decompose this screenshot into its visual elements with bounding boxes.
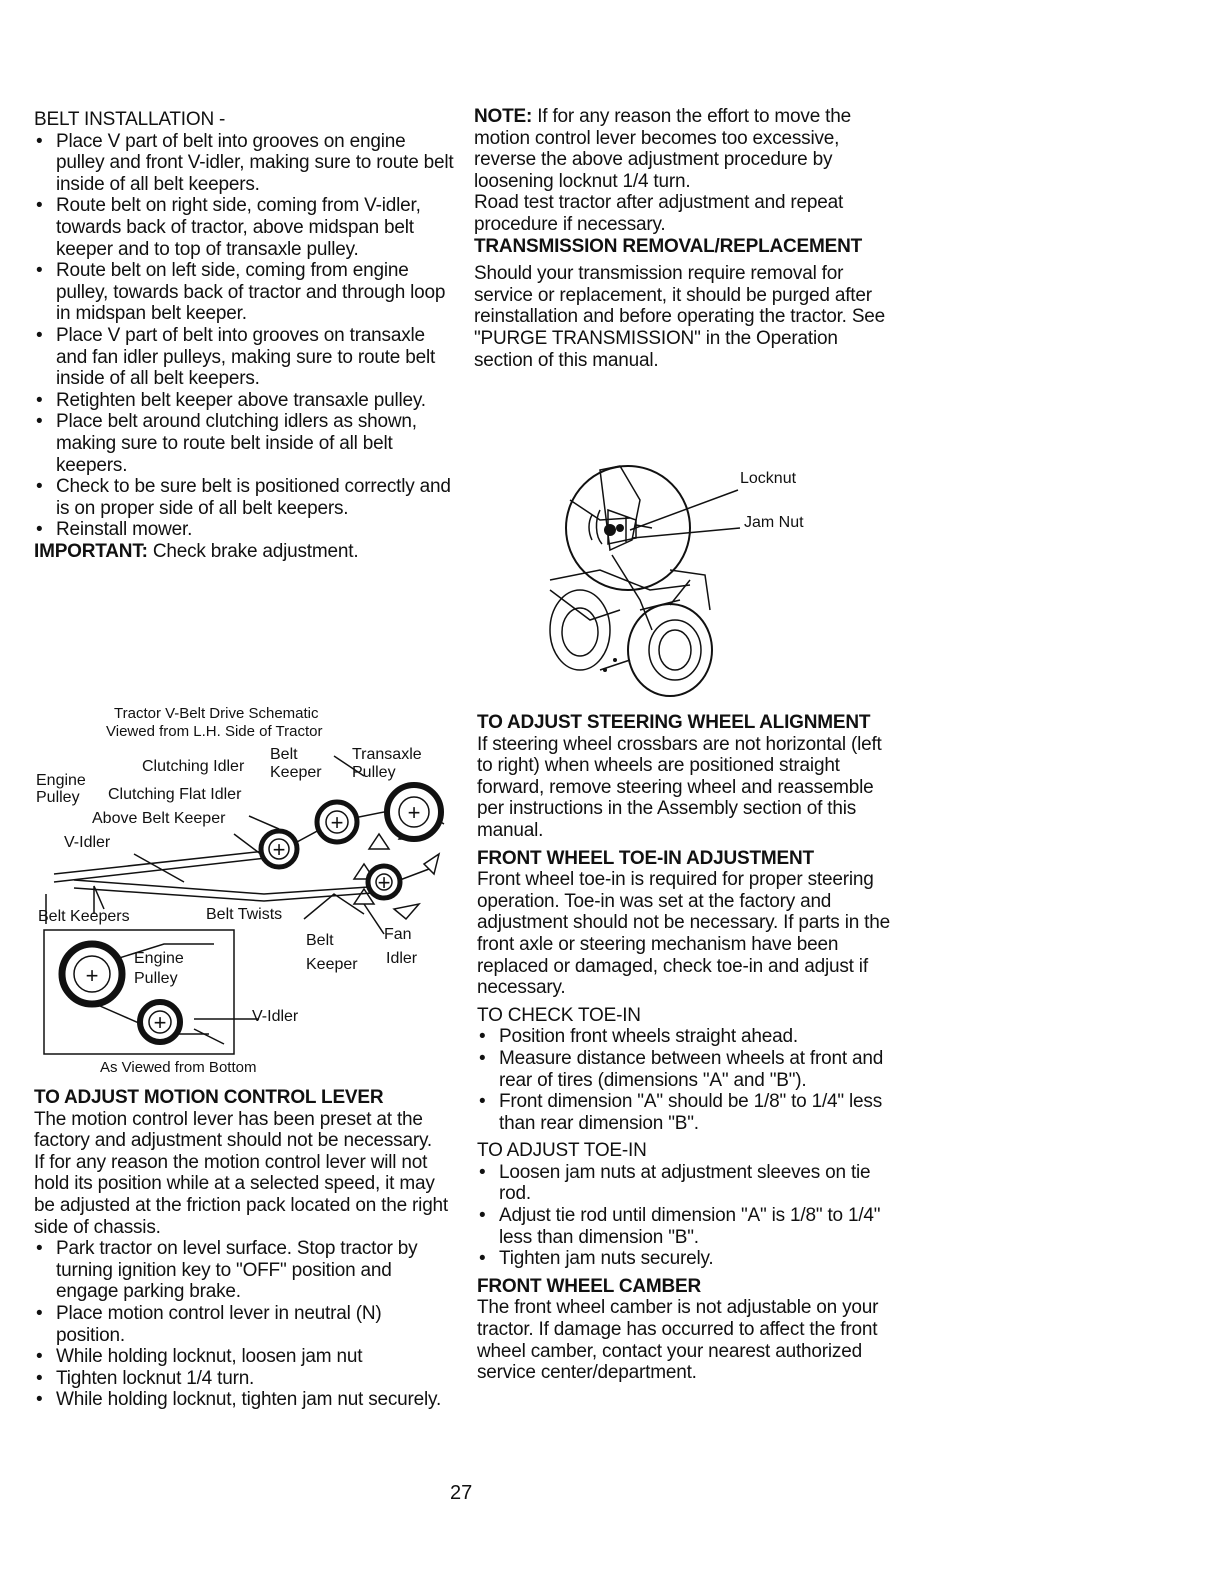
label-belt-keepers: Belt Keepers: [38, 908, 130, 925]
list-item: • Tighten locknut 1/4 turn.: [34, 1368, 454, 1390]
label-transaxle: Transaxle: [352, 746, 422, 763]
label-clutching-flat-idler: Clutching Flat Idler: [108, 786, 242, 803]
important-text: Check brake adjustment.: [152, 540, 359, 562]
plus-symbol: +: [153, 1010, 167, 1035]
adjust-toe-in-list: [477, 1162, 897, 1270]
label-clutching-idler: Clutching Idler: [142, 758, 245, 775]
steering-heading: TO ADJUST STEERING WHEEL ALIGNMENT: [477, 712, 871, 733]
adjust-toe-in-heading: TO ADJUST TOE-IN: [477, 1140, 647, 1162]
friction-pack-drawing: [540, 460, 840, 700]
motion-control-heading: TO ADJUST MOTION CONTROL LEVER: [34, 1087, 384, 1108]
list-item: • Check to be sure belt is positioned correctly and is on proper side of all belt keepers.: [34, 476, 454, 519]
list-item: • Route belt on left side, coming from engine pulley, towards back of tractor and through loop in midspan belt keeper.: [34, 260, 454, 325]
list-item: • Position front wheels straight ahead.: [477, 1026, 897, 1048]
list-item: • Place motion control lever in neutral (N) position.: [34, 1303, 454, 1346]
check-toe-in-heading: TO CHECK TOE-IN: [477, 1004, 641, 1026]
list-item: • Loosen jam nuts at adjustment sleeves on tie rod.: [477, 1162, 897, 1205]
motion-control-list: [34, 1238, 454, 1411]
important-label: IMPORTANT:: [34, 540, 148, 562]
motion-control-para2: If for any reason the motion control lever will not hold its position while at a selected speed, it may be adjusted at the friction pack located on the right side of chassis.: [34, 1151, 449, 1238]
label-v-idler: V-Idler: [64, 834, 111, 851]
camber-text: The front wheel camber is not adjustable on your tractor. If damage has occurred to affect the front wheel camber, contact your nearest authorized service center/department.: [477, 1297, 879, 1384]
label-above-belt-keeper: Above Belt Keeper: [92, 810, 226, 827]
toe-in-heading: FRONT WHEEL TOE-IN ADJUSTMENT: [477, 847, 814, 869]
schematic-title-line1: Tractor V-Belt Drive Schematic: [114, 705, 319, 722]
toe-in-text: Front wheel toe-in is required for proper steering operation. Toe-in was set at the factory and adjustment should not be necessary. If parts in the front axle or steering mechanism have been replaced or damaged, check toe-in and adjust if necessary.: [477, 869, 890, 999]
belt-installation-list: [34, 131, 454, 541]
plus-symbol: +: [272, 837, 286, 862]
list-item: • Reinstall mower.: [34, 519, 454, 541]
steering-text: If steering wheel crossbars are not horizontal (left to right) when wheels are positioned straight forward, remove steering wheel and reassemble per instructions in the Assembly section of this manual.: [477, 733, 882, 841]
note-label: NOTE:: [474, 106, 533, 127]
note-text: If for any reason the effort to move the motion control lever becomes too excessive, reverse the above adjustment procedure by loosening locknut 1/4 turn.: [474, 106, 851, 192]
belt-installation-title: BELT INSTALLATION -: [34, 109, 226, 130]
list-item: • Adjust tie rod until dimension "A" is 1/8" to 1/4" less than dimension "B".: [477, 1205, 897, 1248]
list-item: • While holding locknut, loosen jam nut: [34, 1346, 454, 1368]
label-belt-twists: Belt Twists: [206, 906, 283, 923]
list-item: • While holding locknut, tighten jam nut securely.: [34, 1389, 454, 1411]
label-bottom-keeper: Keeper: [306, 956, 358, 973]
label-locknut: Locknut: [740, 470, 797, 487]
camber-heading: FRONT WHEEL CAMBER: [477, 1275, 702, 1297]
schematic-title-line2: Viewed from L.H. Side of Tractor: [106, 723, 323, 740]
right-column-top: [474, 106, 894, 371]
list-item: • Route belt on right side, coming from V-idler, towards back of tractor, above midspan belt keeper and to top of transaxle pulley.: [34, 195, 454, 260]
motion-control-para1: The motion control lever has been preset at the factory and adjustment should not be necessary.: [34, 1108, 432, 1152]
list-item: • Park tractor on level surface. Stop tractor by turning ignition key to "OFF" position and engage parking brake.: [34, 1238, 454, 1303]
label-keeper: Keeper: [270, 764, 322, 781]
label-engine: Engine: [36, 772, 86, 789]
plus-symbol: +: [377, 870, 391, 895]
page-number: 27: [450, 1482, 473, 1504]
road-test-text: Road test tractor after adjustment and repeat procedure if necessary.: [474, 192, 844, 235]
locknut-diagram: [540, 460, 840, 700]
list-item: • Retighten belt keeper above transaxle pulley.: [34, 390, 454, 412]
plus-symbol: +: [407, 800, 421, 825]
label-jam-nut: Jam Nut: [744, 514, 804, 531]
label-belt: Belt: [270, 746, 298, 763]
list-item: • Front dimension "A" should be 1/8" to 1/4" less than rear dimension "B".: [477, 1091, 897, 1134]
list-item: • Place belt around clutching idlers as shown, making sure to route belt inside of all belt keepers.: [34, 411, 454, 476]
label-pulley: Pulley: [36, 789, 80, 806]
list-item: • Place V part of belt into grooves on transaxle and fan idler pulleys, making sure to route belt inside of all belt keepers.: [34, 325, 454, 390]
check-toe-in-list: [477, 1026, 897, 1134]
label-bottom-belt: Belt: [306, 932, 334, 949]
list-item: • Place V part of belt into grooves on engine pulley and front V-idler, making sure to route belt inside of all belt keepers.: [34, 131, 454, 196]
label-inset-engine: Engine: [134, 950, 184, 967]
list-item: • Measure distance between wheels at front and rear of tires (dimensions "A" and "B").: [477, 1048, 897, 1091]
belt-installation-section: [34, 109, 454, 562]
important-note: [34, 541, 454, 563]
plus-symbol: +: [330, 810, 344, 835]
right-column-lower: [477, 712, 897, 1384]
motion-control-section: [34, 1087, 454, 1411]
transmission-text: Should your transmission require removal for service or replacement, it should be purged after reinstallation and before operating the tractor. See "PURGE TRANSMISSION" in the Operation section of this manual.: [474, 263, 886, 371]
label-fan: Fan: [384, 926, 412, 943]
schematic-caption: As Viewed from Bottom: [100, 1059, 257, 1076]
label-idler: Idler: [386, 950, 418, 967]
note-paragraph: [474, 106, 894, 192]
transmission-heading: TRANSMISSION REMOVAL/REPLACEMENT: [474, 235, 863, 257]
label-inset-v-idler: V-Idler: [252, 1008, 299, 1025]
belt-drive-schematic: [34, 704, 454, 1080]
label-inset-pulley: Pulley: [134, 970, 178, 987]
list-item: • Tighten jam nuts securely.: [477, 1248, 897, 1270]
label-transaxle-pulley: Pulley: [352, 764, 396, 781]
plus-symbol: +: [85, 963, 99, 988]
